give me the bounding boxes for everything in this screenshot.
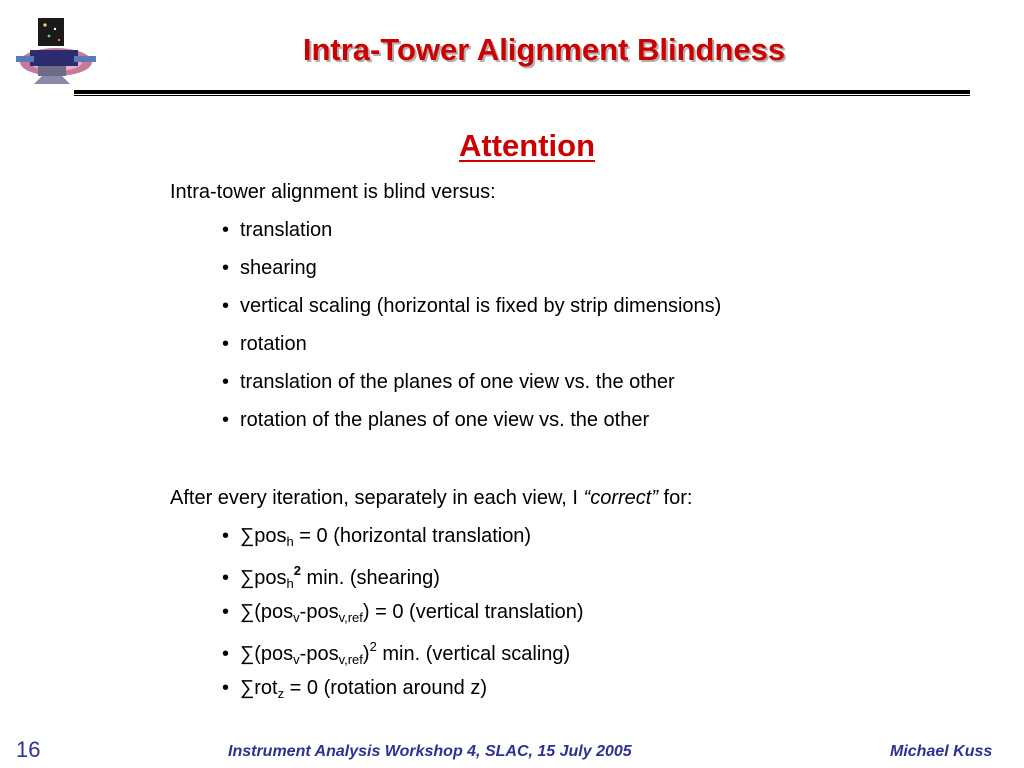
list-item: • shearing — [222, 257, 317, 279]
section-heading — [300, 128, 754, 164]
footer-author: Michael Kuss — [890, 743, 993, 760]
list-item: • rotation of the planes of one view vs. the other — [222, 409, 650, 431]
list-item: • ∑pos$_h^2$ min. (shearing) — [222, 563, 440, 591]
list-item: • ∑pos$_h$ = 0 (horizontal translation) — [222, 525, 532, 549]
list-item: • translation of the planes of one view vs. the other — [222, 371, 675, 393]
slide-title: Intra-Tower Alignment Blindness — [302, 32, 786, 67]
list-item: • vertical scaling (horizontal is fixed by strip dimensions) — [222, 295, 722, 317]
section-heading-text: Attention — [458, 128, 596, 163]
emphasis-correct: “correct” — [583, 487, 658, 509]
satellite-logo-icon — [12, 16, 102, 86]
list-item: • ∑(pos$_v$-pos$_{v,ref}$) = 0 (vertical translation) — [222, 601, 584, 625]
list-item: • rotation — [222, 333, 307, 355]
footer-event: Instrument Analysis Workshop 4, SLAC, 15 July 2005 — [228, 743, 632, 760]
title-rule-thin — [74, 95, 970, 96]
title-rule-thick — [74, 90, 970, 94]
list-item: • translation — [222, 219, 333, 241]
intro-text-1: Intra-tower alignment is blind versus: — [170, 181, 496, 203]
list-item: • ∑rot$_z$ = 0 (rotation around z) — [222, 677, 487, 701]
page-number: 16 — [16, 737, 41, 762]
list-item: • $\sum(pos_v-pos_{v,ref})^2$ min. (vertical scaling) — [222, 639, 571, 667]
intro-text-2: After every iteration, separately in each view, I “correct” for: — [170, 487, 693, 509]
